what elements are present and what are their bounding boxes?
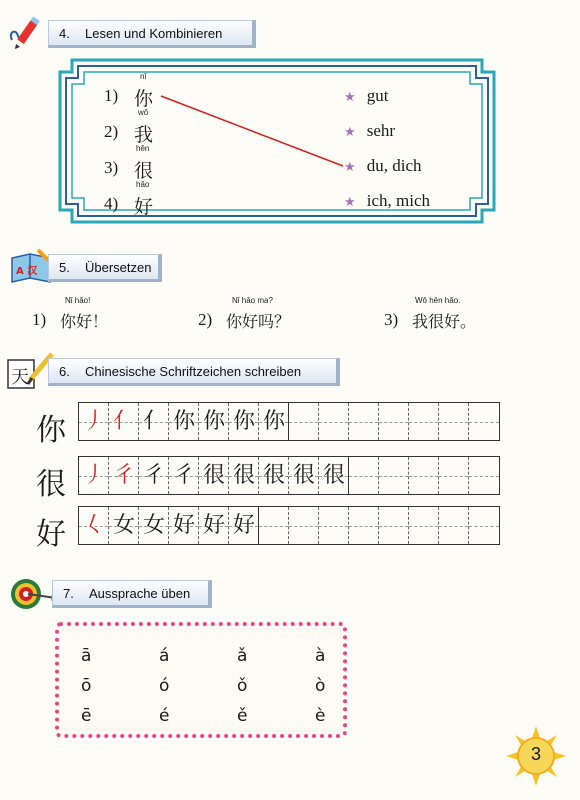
grid-cell[interactable] — [409, 403, 439, 440]
writing-grid-hen[interactable] — [78, 456, 500, 495]
grid-cell[interactable] — [349, 403, 379, 440]
tone-o3: ǒ — [237, 676, 248, 696]
grid-cell[interactable] — [469, 457, 499, 494]
meaning: ich, mich — [366, 191, 431, 210]
grid-cell[interactable] — [169, 457, 199, 494]
chinese-text: 你好！ — [60, 312, 109, 331]
stroke-step: 𡿨 — [82, 512, 105, 538]
grid-cell[interactable] — [139, 403, 169, 440]
model-hanzi-hen: 很 — [36, 467, 66, 502]
pinyin: Nǐ hǎo! — [65, 296, 91, 305]
grid-cell[interactable] — [469, 403, 499, 440]
stroke-step: 彳 — [172, 462, 195, 488]
exercise-number: 5. — [59, 259, 70, 275]
tone-a4: à — [315, 646, 326, 666]
target-icon — [8, 576, 58, 612]
stroke-step: 你 — [172, 408, 195, 434]
stroke-step: 彳 — [112, 462, 135, 488]
exercise-number: 6. — [59, 363, 70, 379]
left-item-3 — [104, 144, 164, 182]
right-item-3 — [344, 156, 422, 176]
stroke-step: 很 — [202, 462, 225, 488]
grid-cell[interactable] — [319, 457, 349, 494]
item-number: 3) — [384, 310, 399, 329]
grid-cell[interactable] — [79, 457, 109, 494]
stroke-step: 丿 — [82, 462, 105, 488]
tone-o2: ó — [159, 676, 170, 696]
tone-a1: ā — [81, 646, 92, 666]
hanzi: 我 — [134, 124, 154, 146]
grid-cell[interactable] — [289, 507, 319, 544]
pinyin: Wǒ hěn hǎo. — [415, 296, 461, 305]
grid-cell[interactable] — [139, 457, 169, 494]
icon-label: A 汉 — [16, 266, 38, 277]
icon-label: 天 — [11, 367, 29, 388]
exercise-title: Lesen und Kombinieren — [85, 25, 223, 41]
exercise-number: 7. — [63, 585, 74, 601]
stroke-step: 亻 — [112, 408, 135, 434]
grid-cell[interactable] — [229, 457, 259, 494]
pinyin: Nǐ hǎo ma? — [232, 296, 273, 305]
grid-cell[interactable] — [109, 457, 139, 494]
grid-cell[interactable] — [199, 457, 229, 494]
grid-cell[interactable] — [289, 457, 319, 494]
hanzi: 好 — [134, 196, 154, 218]
pinyin: hěn — [136, 144, 150, 153]
sun-icon — [506, 726, 566, 786]
stroke-step: 你 — [232, 408, 255, 434]
writing-grid-hao[interactable] — [78, 506, 500, 545]
exercise-7-header — [52, 580, 212, 608]
tone-o1: ō — [81, 676, 92, 696]
grid-cell[interactable] — [229, 403, 259, 440]
pencil-icon — [6, 12, 50, 52]
stroke-step: 女 — [112, 512, 135, 538]
grid-cell[interactable] — [109, 507, 139, 544]
stroke-step: 好 — [232, 512, 255, 538]
item-number: 2) — [104, 122, 119, 141]
grid-cell[interactable] — [259, 507, 289, 544]
exercise-title: Aussprache üben — [89, 585, 191, 601]
grid-cell[interactable] — [79, 403, 109, 440]
star-icon: ★ — [344, 160, 356, 175]
grid-cell[interactable] — [259, 457, 289, 494]
grid-cell[interactable] — [199, 507, 229, 544]
stroke-step: 彳 — [142, 462, 165, 488]
stroke-step: 你 — [202, 408, 225, 434]
stroke-step: 亻 — [142, 408, 165, 434]
item-number: 2) — [198, 310, 213, 329]
grid-cell[interactable] — [469, 507, 499, 544]
stroke-step: 很 — [232, 462, 255, 488]
exercise-title: Übersetzen — [85, 259, 152, 275]
pinyin: hǎo — [136, 180, 150, 189]
left-item-4 — [104, 180, 164, 218]
star-icon: ★ — [344, 195, 356, 210]
tone-e2: é — [159, 706, 170, 726]
tone-a3: ǎ — [237, 646, 248, 666]
exercise-5-header — [48, 254, 162, 282]
stroke-step: 好 — [202, 512, 225, 538]
left-item-1 — [104, 72, 164, 110]
stroke-step: 丿 — [82, 408, 105, 434]
grid-cell[interactable] — [259, 403, 289, 440]
translate-item-3 — [384, 296, 534, 336]
grid-cell[interactable] — [139, 507, 169, 544]
star-icon: ★ — [344, 125, 356, 140]
model-hanzi-hao: 好 — [36, 517, 66, 552]
tone-e4: è — [315, 706, 326, 726]
grid-cell[interactable] — [439, 457, 469, 494]
grid-cell[interactable] — [169, 403, 199, 440]
grid-cell[interactable] — [169, 507, 199, 544]
exercise-title: Chinesische Schriftzeichen schreiben — [85, 363, 302, 379]
pronunciation-box — [55, 622, 347, 738]
grid-cell[interactable] — [319, 403, 349, 440]
item-number: 4) — [104, 194, 119, 213]
stroke-step: 很 — [262, 462, 285, 488]
exercise-6-header — [48, 358, 340, 386]
right-item-2 — [344, 121, 395, 141]
right-item-1 — [344, 86, 388, 106]
left-item-2 — [104, 108, 164, 146]
item-number: 3) — [104, 158, 119, 177]
stroke-step: 你 — [262, 408, 285, 434]
grid-cell[interactable] — [79, 507, 109, 544]
grid-cell[interactable] — [199, 403, 229, 440]
grid-cell[interactable] — [109, 403, 139, 440]
grid-cell[interactable] — [229, 507, 259, 544]
chinese-text: 我很好。 — [412, 312, 477, 331]
star-icon: ★ — [344, 90, 356, 105]
hanzi: 很 — [134, 160, 154, 182]
grid-cell[interactable] — [409, 457, 439, 494]
stroke-step: 很 — [292, 462, 315, 488]
translate-item-1 — [32, 296, 172, 336]
grid-cell[interactable] — [439, 507, 469, 544]
stroke-step: 女 — [142, 512, 165, 538]
grid-cell[interactable] — [319, 507, 349, 544]
page-number: 3 — [530, 744, 541, 764]
grid-cell[interactable] — [409, 507, 439, 544]
writing-grid-ni[interactable] — [78, 402, 500, 441]
grid-cell[interactable] — [379, 507, 409, 544]
tone-a2: á — [159, 646, 170, 666]
grid-cell[interactable] — [289, 403, 319, 440]
chinese-text: 你好吗？ — [226, 312, 291, 331]
right-item-4 — [344, 191, 430, 211]
stroke-step: 很 — [322, 462, 345, 488]
item-number: 1) — [32, 310, 47, 329]
tone-e3: ě — [237, 706, 248, 726]
model-hanzi-ni: 你 — [36, 413, 66, 448]
grid-cell[interactable] — [349, 457, 379, 494]
tone-e1: ē — [81, 706, 92, 726]
meaning: sehr — [366, 121, 396, 140]
meaning: gut — [366, 86, 389, 105]
tone-o4: ò — [315, 676, 326, 696]
grid-cell[interactable] — [379, 457, 409, 494]
exercise-number: 4. — [59, 25, 70, 41]
translate-item-2 — [198, 296, 338, 336]
grid-cell[interactable] — [439, 403, 469, 440]
match-line — [161, 96, 343, 166]
meaning: du, dich — [366, 156, 422, 175]
grid-cell[interactable] — [349, 507, 379, 544]
hanzi: 你 — [134, 88, 154, 110]
pinyin: wǒ — [138, 108, 149, 117]
item-number: 1) — [104, 86, 119, 105]
exercise-4-header — [48, 20, 256, 48]
pinyin: nǐ — [140, 72, 147, 81]
grid-cell[interactable] — [379, 403, 409, 440]
stroke-step: 好 — [172, 512, 195, 538]
